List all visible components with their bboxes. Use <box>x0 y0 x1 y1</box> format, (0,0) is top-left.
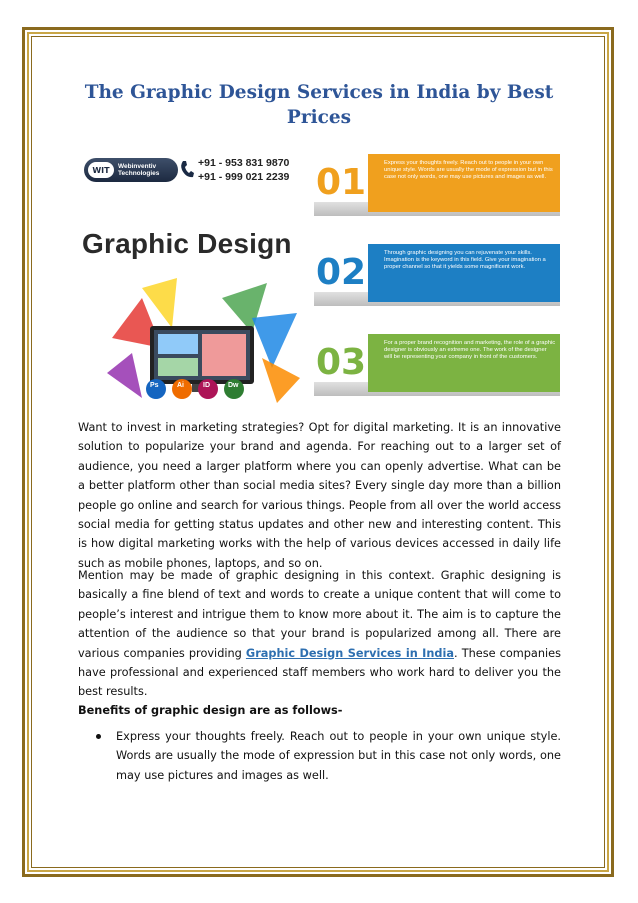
step-02 <box>314 244 560 308</box>
step-text: Express your thoughts freely. Reach out to people in your own unique style. Words are usually the mode of expression but in this case not only words, one may use pictures and images as well. <box>384 160 553 181</box>
step-text: Through graphic designing you can rejuvenate your skills. Imagination is the keyword in this field. Give your imagination a proper channel so that it yields some magnificent work. <box>384 250 546 271</box>
paragraph-text-start: Mention may be made of graphic designing in this context. Graphic designing is basically a fine blend of text and words to create a unique content that will come to people’s interest and intrigue them to know more about it. The aim is to capture the attention of the audience so that your brand is popularized among all. There are various companies providing <box>78 569 561 660</box>
step-01 <box>314 154 560 218</box>
logo-subtitle: Technologies <box>118 170 160 177</box>
phone-number-2: +91 - 999 021 2239 <box>198 171 290 183</box>
badge-id: ID <box>203 382 210 389</box>
phone-icon <box>180 160 194 180</box>
step-number: 02 <box>316 252 367 293</box>
badge-ps: Ps <box>150 382 159 389</box>
document-title: The Graphic Design Services in India by Best Prices <box>84 82 554 128</box>
logo-text <box>118 163 159 178</box>
paragraph-text-end: . These companies have professional and experienced staff members who work hard to deliver you the best results. <box>78 646 561 699</box>
graphic-design-services-link[interactable]: Graphic Design Services in India <box>245 646 455 660</box>
step-number: 03 <box>316 342 367 383</box>
banner-heading: Graphic Design <box>82 228 292 259</box>
step-03 <box>314 334 560 398</box>
paragraph-intro: Want to invest in marketing strategies? Opt for digital marketing. It is an innovative solution to popularize your brand and agenda. For reaching out to a larger set of audience, you need a larger platform where you can openly advertise. What can be a better platform other than social media sites? Every single day more than a billion people go online and search for various things. People from all over the world access social media for getting status updates and other new and interesting content. This is how digital marketing works with the help of various devices accessed in daily life such as mobile phones, laptops, and so on. <box>78 421 561 570</box>
phone-number-1: +91 - 953 831 9870 <box>198 157 290 169</box>
step-number: 01 <box>316 162 367 203</box>
step-text: For a proper brand recognition and marketing, the role of a graphic designer is obviously an extreme one. The work of the designer will be representing your company in front of the customers. <box>384 340 556 361</box>
badge-dw: Dw <box>228 382 239 389</box>
benefits-heading: Benefits of graphic design are as follows- <box>78 704 343 717</box>
badge-ai: Ai <box>177 382 184 389</box>
banner-image <box>78 148 560 408</box>
bullet-icon <box>96 734 101 739</box>
logo-name: Webinventiv <box>118 162 157 170</box>
company-logo <box>84 158 178 182</box>
app-badge-labels <box>142 382 262 396</box>
paragraph-graphic-design <box>78 566 561 702</box>
list-item: Express your thoughts freely. Reach out to people in your own unique style. Words are usually the mode of expression but in this case not only words, one may use pictures and images as well. <box>116 730 561 782</box>
logo-mark: WIT <box>88 162 114 178</box>
